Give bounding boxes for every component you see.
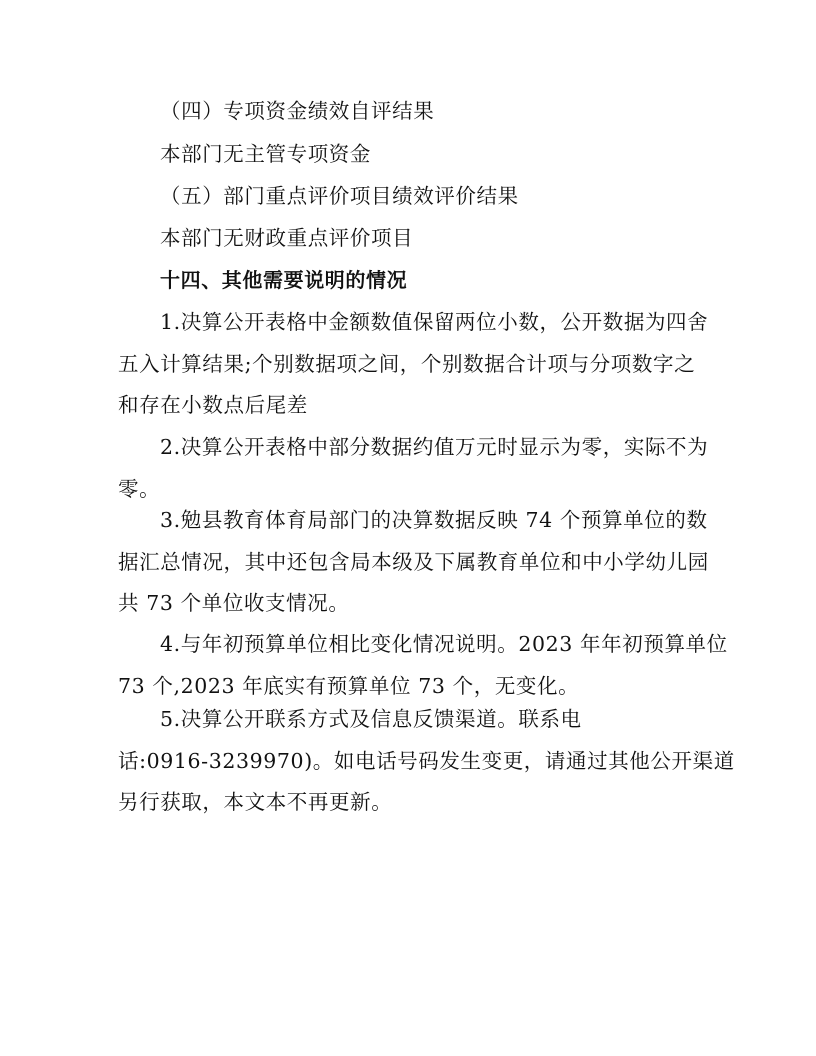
item-1-paragraph [118,302,708,427]
section-14-heading: 十四、其他需要说明的情况 [160,268,408,292]
item-5-line-2: 话:0916-3239970)。如电话号码发生变更，请通过其他公开渠道 [118,748,735,773]
item-5-line-3: 另行获取，本文本不再更新。 [118,790,393,814]
item-5-line-1: 5.决算公开联系方式及信息反馈渠道。联系电 [160,707,582,731]
item-3-line-1: 3.勉县教育体育局部门的决算数据反映 74 个预算单位的数 [160,508,708,532]
item-2-line-1: 2.决算公开表格中部分数据约值万元时显示为零，实际不为 [160,435,709,459]
item-5-paragraph [118,699,735,824]
item-1-line-1: 1.决算公开表格中金额数值保留两位小数，公开数据为四舍 [160,310,709,334]
section-5-title: （五）部门重点评价项目绩效评价结果 [160,184,519,208]
item-1-line-2: 五入计算结果;个别数据项之间，个别数据合计项与分项数字之 [118,351,696,376]
item-4-line-1: 4.与年初预算单位相比变化情况说明。2023 年年初预算单位 [160,632,728,656]
item-1-line-3: 和存在小数点后尾差 [118,393,308,417]
item-2-paragraph [118,427,708,510]
item-3-line-3: 共 73 个单位收支情况。 [118,591,350,615]
section-4-title: （四）专项资金绩效自评结果 [160,99,435,123]
item-4-line-2: 73 个,2023 年底实有预算单位 73 个，无变化。 [118,673,580,698]
section-5-body: 本部门无财政重点评价项目 [160,226,414,250]
section-4-body: 本部门无主管专项资金 [160,142,371,166]
item-3-line-2: 据汇总情况，其中还包含局本级及下属教育单位和中小学幼儿园 [118,549,709,574]
item-3-paragraph [118,500,709,625]
item-2-line-2: 零。 [118,476,161,501]
item-4-paragraph [118,624,728,707]
